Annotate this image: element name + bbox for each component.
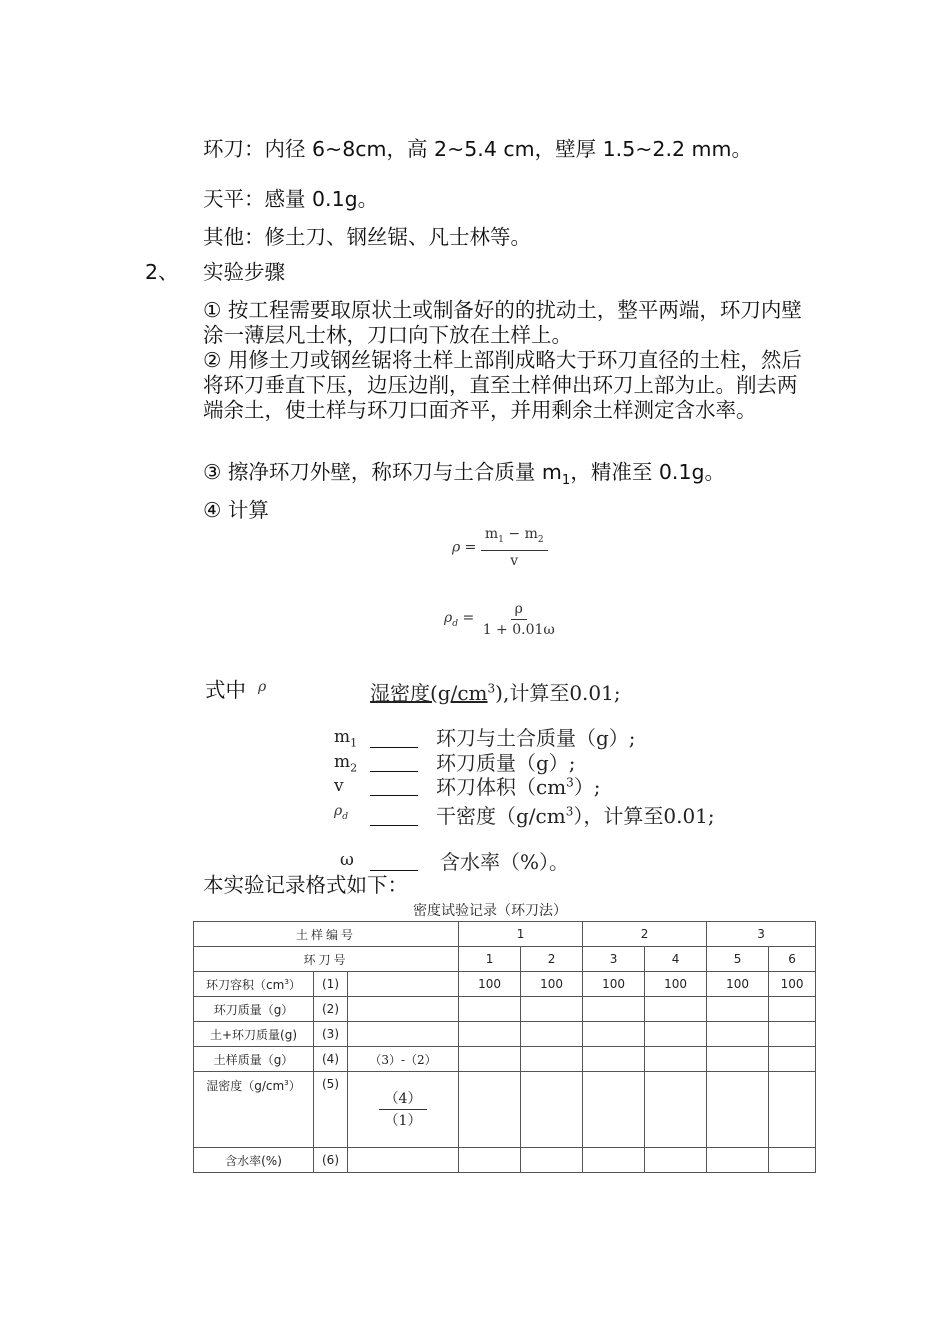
header-row-ring [194,947,816,972]
ring-no-1: 1 [459,947,521,972]
row-label: 土样质量（g） [194,1047,314,1072]
definition-rho [370,677,621,706]
section-number: 2、 [145,260,179,284]
row-label-sup: 3 [284,1078,289,1087]
num-m: m [484,526,499,542]
cell [707,1072,769,1148]
sample-no-1: 1 [459,922,583,947]
rhod-desc-b: ），计算至0.01; [573,804,715,828]
cell [521,1047,583,1072]
definition-v-symbol: v [334,776,344,796]
cell [583,1022,645,1047]
cell: 100 [769,972,816,997]
row-label: 含水率(%) [194,1148,314,1173]
row-code: (4) [314,1047,348,1072]
header-row-sample [194,922,816,947]
cell [645,1022,707,1047]
density-record-table [193,921,816,1173]
equipment-other: 其他：修土刀、钢丝锯、凡士林等。 [203,225,531,249]
step-1: ① 按工程需要取原状土或制备好的的扰动土，整平两端，环刀内壁涂一薄层凡士林，刀口向下放在土样上。 [203,298,802,347]
definition-m1: 环刀与土合质量（g）; [436,726,636,750]
row-code: (1) [314,972,348,997]
cell [645,1148,707,1173]
sample-no-3: 3 [707,922,816,947]
definitions-intro: 式中 [205,678,246,702]
cell: 100 [583,972,645,997]
row-label-end: ） [288,977,301,992]
row-code: (6) [314,1148,348,1173]
m1-sym: m [334,727,351,747]
cell [459,997,521,1022]
rhod-desc-a: 干密度（g/cm [436,804,566,828]
cell [521,1072,583,1148]
cell [459,1148,521,1173]
rho-desc-a: 湿密度(g/cm [370,681,488,705]
definition-m2-blank [370,749,418,772]
row-formula [348,1072,459,1148]
table-caption: 密度试验记录（环刀法） [413,903,567,919]
rho-desc-b: ),计算至0.01; [495,681,621,705]
v-desc-a: 环刀体积（cm [436,775,567,799]
row-label [194,972,314,997]
wet-density-fraction [379,1091,428,1129]
cell: 100 [707,972,769,997]
row-code: (3) [314,1022,348,1047]
definition-v-blank [370,773,418,796]
cell [521,997,583,1022]
definition-w-symbol: ω [340,850,354,870]
table-row [194,1047,816,1072]
row-label [194,1072,314,1148]
table-row [194,997,816,1022]
cell [769,1047,816,1072]
m1-sub: 1 [350,736,358,750]
cell [769,1148,816,1173]
cell [521,1022,583,1047]
formula-density-lhs: ρ = [452,539,477,556]
cell [707,1022,769,1047]
ring-no-label: 环刀号 [194,947,459,972]
table-row [194,1072,816,1148]
formula-density-numerator [481,526,548,551]
cell: 100 [521,972,583,997]
row-label-text: 环刀容积（cm [206,977,285,992]
section-title: 实验步骤 [203,260,285,284]
v-desc-sup: 3 [566,775,574,790]
rho-desc-sup: 3 [487,681,496,696]
formula-dry-density [444,601,559,638]
formula-dry-density-fraction [479,601,559,638]
step-3 [203,459,725,494]
cell [645,997,707,1022]
cell [707,997,769,1022]
cell: 100 [459,972,521,997]
definitions-rho-symbol: ρ [258,679,267,695]
v-desc-b: ）; [573,775,601,799]
definition-m2-symbol [334,752,357,774]
formula-density-fraction [481,526,548,569]
cell [769,1072,816,1148]
formula-dry-density-numerator: ρ [511,601,527,620]
record-intro: 本实验记录格式如下： [203,873,408,897]
num-op: − m [503,526,538,542]
cell [583,1072,645,1148]
definition-m2: 环刀质量（g）; [436,751,576,775]
step-3-end: ，精准至 0.1g。 [570,460,726,484]
cell [583,997,645,1022]
row-formula [348,1022,459,1047]
definition-m1-blank [370,725,418,748]
cell [583,1047,645,1072]
rhod-sym: ρ [334,803,343,819]
cell [707,1047,769,1072]
lhs-sub-d: d [452,618,459,629]
step-2: ② 用修土刀或钢丝锯将土样上部削成略大于环刀直径的土柱，然后将环刀垂直下压，边压边削，直至土样伸出环刀上部为止。削去两端余土，使土样与环刀口面齐平，并用剩余土样测定含水率。 [203,348,802,422]
sample-no-label: 土样编号 [194,922,459,947]
row-label: 土+环刀质量(g) [194,1022,314,1047]
definition-v [436,771,601,800]
definition-rhod-blank [370,803,418,826]
equipment-balance: 天平：感量 0.1g。 [203,187,379,211]
cell [707,1148,769,1173]
row-code: (5) [314,1072,348,1148]
definition-m1-symbol [334,727,357,749]
ring-no-2: 2 [521,947,583,972]
cell: 100 [645,972,707,997]
step-4: ④ 计算 [203,498,269,522]
rhod-sub: d [342,811,349,822]
equipment-ring-knife: 环刀：内径 6~8cm，高 2~5.4 cm，壁厚 1.5~2.2 mm。 [203,137,752,161]
ring-no-3: 3 [583,947,645,972]
row-formula [348,997,459,1022]
formula-density-denominator: v [510,552,519,569]
cell [645,1072,707,1148]
row-label-end: ） [288,1079,301,1093]
ring-no-6: 6 [769,947,816,972]
wet-density-numerator: （4） [379,1091,428,1110]
row-label-text: 湿密度（g/cm [206,1079,285,1093]
ring-no-5: 5 [707,947,769,972]
cell [645,1047,707,1072]
wet-density-denominator: （1） [384,1112,422,1129]
definition-rhod [436,800,715,829]
step-3-sub: 1 [561,473,571,489]
cell [521,1148,583,1173]
definition-w: 含水率（%）。 [440,850,570,874]
lhs-rho: ρ [444,610,453,627]
row-label: 环刀质量（g） [194,997,314,1022]
definition-rhod-symbol [334,803,348,822]
cell [459,1047,521,1072]
table-row [194,1148,816,1173]
num-sub-2: 2 [537,534,544,545]
num-sub-1: 1 [498,534,504,545]
table-row [194,972,816,997]
row-formula: （3）-（2） [348,1047,459,1072]
definition-w-blank [370,848,418,871]
cell [769,997,816,1022]
formula-density [452,526,548,569]
row-formula [348,1148,459,1173]
row-formula [348,972,459,997]
formula-dry-density-lhs [444,610,475,629]
formula-dry-density-denominator: 1 + 0.01ω [482,622,555,638]
ring-no-4: 4 [645,947,707,972]
row-code: (2) [314,997,348,1022]
lhs-eq: = [458,610,475,627]
cell [769,1022,816,1047]
m2-sym: m [334,752,351,772]
table-row [194,1022,816,1047]
cell [459,1072,521,1148]
cell [583,1148,645,1173]
sample-no-2: 2 [583,922,707,947]
row-label-sup: 3 [284,976,289,986]
m2-sub: 2 [350,761,358,775]
rhod-desc-sup: 3 [565,804,574,819]
cell [459,1022,521,1047]
step-3-text: ③ 擦净环刀外壁，称环刀与土合质量 m [203,460,562,484]
